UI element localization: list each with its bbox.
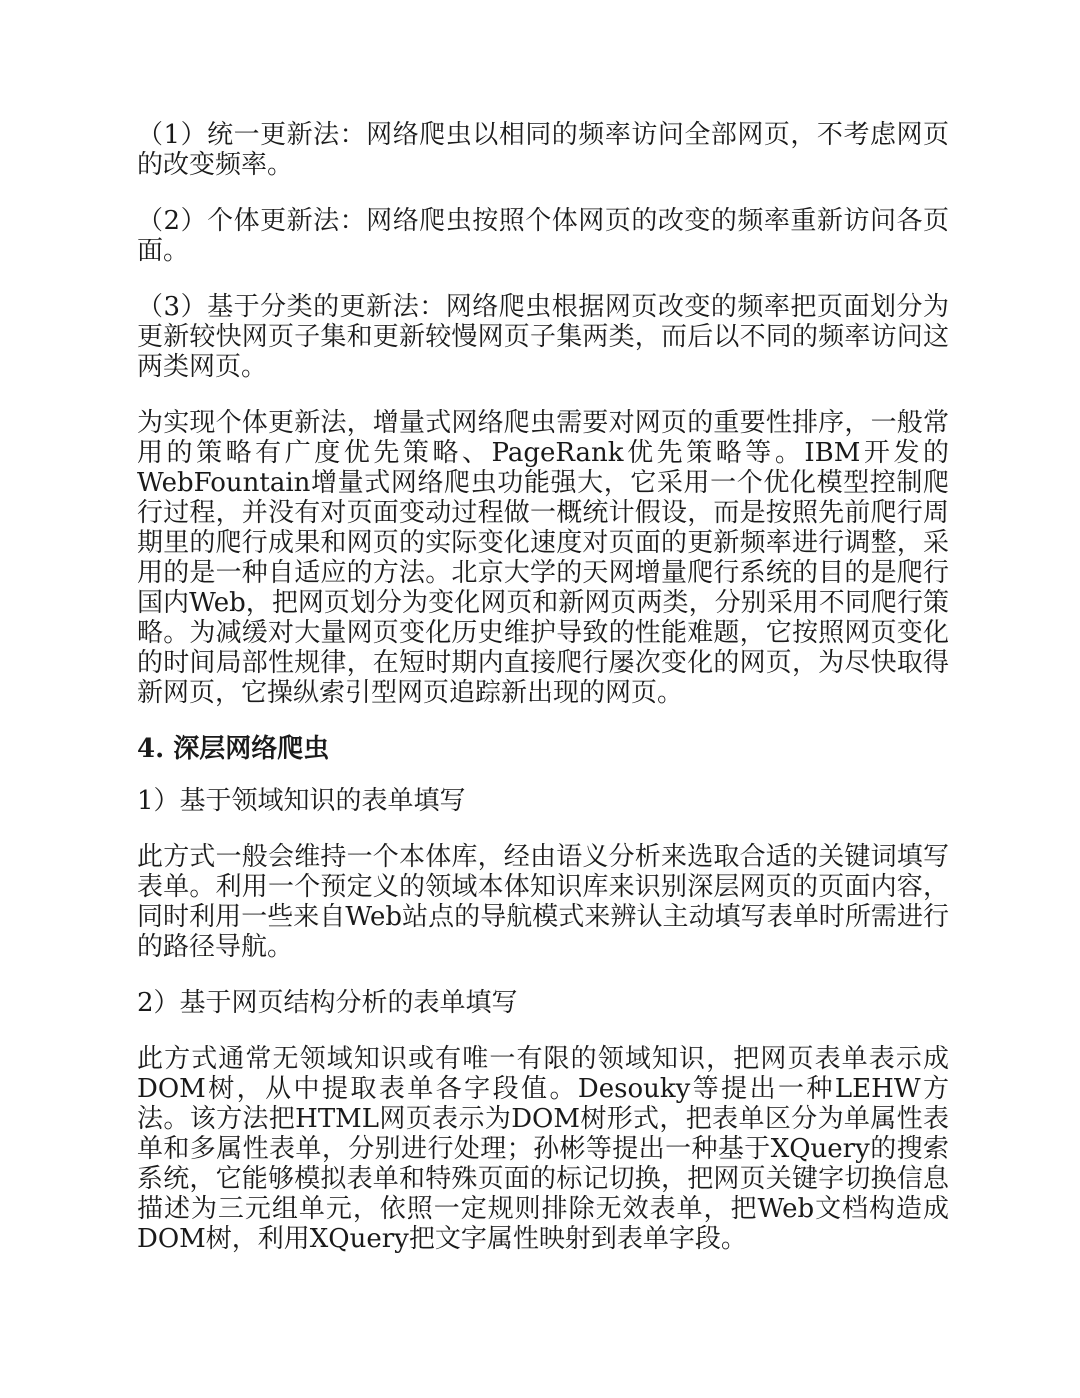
paragraph-classification-update: （3）基于分类的更新法：网络爬虫根据网页改变的频率把页面划分为更新较快网页子集和更新较慢网页子集两类，而后以不同的频率访问这两类网页。 [137,292,949,382]
document-body [137,120,949,1280]
paragraph-individual-implementation: 为实现个体更新法，增量式网络爬虫需要对网页的重要性排序，一般常用的策略有广度优先策略、PageRank优先策略等。IBM开发的WebFountain增量式网络爬虫功能强大，它采用一个优化模型控制爬行过程，并没有对页面变动过程做一概统计假设，而是按照先前爬行周期里的爬行成果和网页的实际变化速度对页面的更新频率进行调整，采用的是一种自适应的方法。北京大学的天网增量爬行系统的目的是爬行国内Web，把网页划分为变化网页和新网页两类，分别采用不同爬行策略。为减缓对大量网页变化历史维护导致的性能难题，它按照网页变化的时间局部性规律，在短时期内直接爬行屡次变化的网页，为尽快取得新网页，它操纵索引型网页追踪新出现的网页。 [137,408,949,708]
section-heading-deep-web-crawler: 4. 深层网络爬虫 [137,734,330,764]
paragraph-individual-update: （2）个体更新法：网络爬虫按照个体网页的改变的频率重新访问各页面。 [137,206,949,266]
paragraph-structure-analysis: 此方式通常无领域知识或有唯一有限的领域知识，把网页表单表示成DOM树，从中提取表单各字段值。Desouky等提出一种LEHW方法。该方法把HTML网页表示为DOM树形式，把表单区分为单属性表单和多属性表单，分别进行处理；孙彬等提出一种基于XQuery的搜索系统，它能够模拟表单和特殊页面的标记切换，把网页关键字切换信息描述为三元组单元，依照一定规则排除无效表单，把Web文档构造成DOM树，利用XQuery把文字属性映射到表单字段。 [137,1044,949,1254]
paragraph-uniform-update: （1）统一更新法：网络爬虫以相同的频率访问全部网页，不考虑网页的改变频率。 [137,120,949,180]
subheading-domain-knowledge: 1）基于领域知识的表单填写 [137,786,466,816]
subheading-structure-analysis: 2）基于网页结构分析的表单填写 [137,988,518,1018]
paragraph-domain-knowledge: 此方式一般会维持一个本体库，经由语义分析来选取合适的关键词填写表单。利用一个预定义的领域本体知识库来识别深层网页的页面内容，同时利用一些来自Web站点的导航模式来辨认主动填写表单时所需进行的路径导航。 [137,842,949,962]
